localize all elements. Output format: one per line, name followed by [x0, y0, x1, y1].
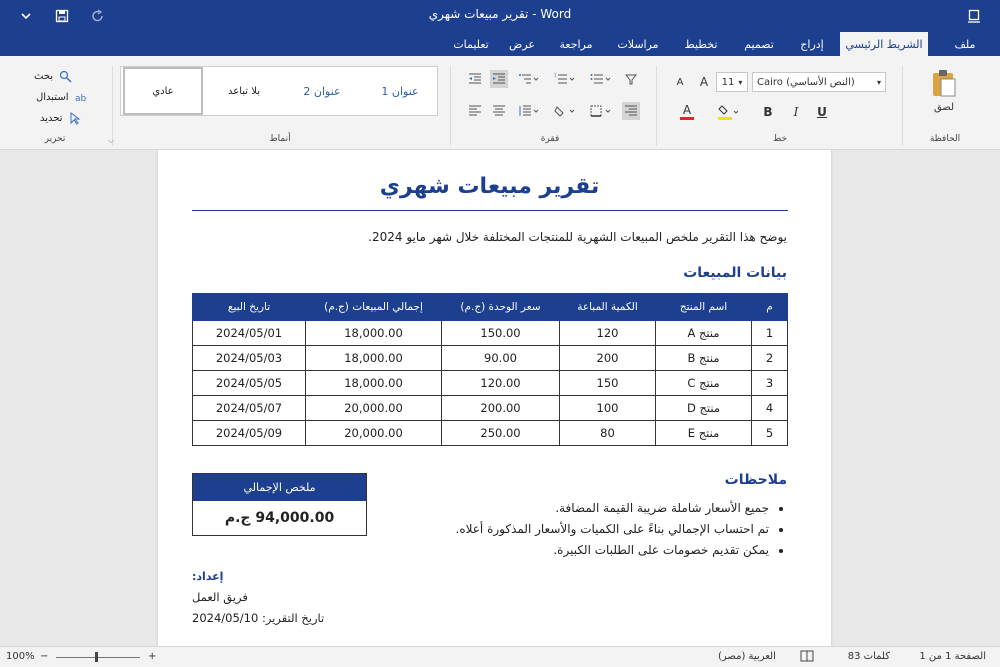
zoom-out-button[interactable]: −	[40, 651, 49, 662]
bold-icon: B	[763, 105, 773, 119]
font-color-swatch	[680, 117, 694, 120]
highlighter-icon	[716, 103, 738, 121]
cell-date: 2024/05/07	[193, 396, 306, 421]
paste-button[interactable]: لصق	[933, 101, 955, 113]
document-page[interactable]	[158, 150, 831, 646]
cell-total: 18,000.00	[306, 321, 442, 346]
cell-unit-price: 250.00	[442, 421, 560, 446]
font-name-value: Cairo (النص الأساسي)	[757, 76, 855, 88]
col-header-date: تاريخ البيع	[193, 294, 306, 321]
table-row	[193, 371, 788, 396]
intro-paragraph: يوضح هذا التقرير ملخص المبيعات الشهرية للمنتجات المختلفة خلال شهر مايو 2024.	[368, 230, 787, 244]
cell-total: 20,000.00	[306, 421, 442, 446]
cell-qty: 100	[560, 396, 656, 421]
cell-product: منتج B	[656, 346, 752, 371]
italic-icon: I	[793, 105, 799, 119]
show-marks-icon[interactable]	[622, 70, 640, 88]
cell-date: 2024/05/05	[193, 371, 306, 396]
notes-heading: ملاحظات	[724, 472, 787, 488]
share-icon[interactable]	[964, 6, 984, 26]
numbered-list-icon[interactable]	[550, 70, 580, 88]
find-label: بحث	[34, 70, 54, 82]
summary-box	[192, 473, 367, 536]
title-underline	[192, 210, 788, 211]
cell-qty: 80	[560, 421, 656, 446]
tab-insert[interactable]: إدراج	[800, 37, 824, 51]
page-indicator[interactable]: الصفحة 1 من 1	[919, 651, 986, 662]
status-bar	[0, 646, 1000, 667]
svg-text:1: 1	[554, 73, 557, 78]
zoom-in-button[interactable]: +	[148, 651, 157, 662]
group-label-editing: تحرير	[44, 134, 66, 144]
font-color-icon: A	[682, 103, 692, 117]
prepared-by: فريق العمل	[192, 590, 248, 604]
increase-indent-icon[interactable]	[490, 70, 508, 88]
tab-file[interactable]: ملف	[954, 37, 976, 51]
multilevel-list-icon[interactable]	[514, 70, 544, 88]
replace-icon	[75, 91, 88, 104]
cell-qty: 150	[560, 371, 656, 396]
word-count[interactable]: كلمات 83	[847, 651, 890, 662]
col-header-product: اسم المنتج	[656, 294, 752, 321]
grow-font-button[interactable]	[696, 72, 712, 92]
cell-total: 18,000.00	[306, 371, 442, 396]
cell-unit-price: 200.00	[442, 396, 560, 421]
table-row	[193, 346, 788, 371]
underline-icon: U	[817, 105, 827, 119]
cell-unit-price: 150.00	[442, 321, 560, 346]
table-row	[193, 321, 788, 346]
find-button[interactable]	[34, 68, 72, 84]
replace-button[interactable]	[36, 89, 88, 105]
divider	[902, 66, 903, 146]
font-size-value: 11	[721, 76, 735, 88]
cell-product: منتج C	[656, 371, 752, 396]
cell-qty: 120	[560, 321, 656, 346]
select-label: تحديد	[40, 112, 63, 124]
cell-index: 1	[752, 321, 788, 346]
tab-design[interactable]: تصميم	[744, 37, 774, 51]
ribbon-tabs	[0, 32, 1000, 56]
zoom-level[interactable]: 100%	[6, 651, 35, 662]
bold-button[interactable]	[758, 102, 778, 122]
zoom-slider[interactable]	[56, 657, 140, 658]
collapse-ribbon-icon[interactable]: ⌵	[107, 136, 115, 145]
tab-layout[interactable]: تخطيط	[684, 37, 718, 51]
italic-button[interactable]	[786, 102, 806, 122]
cell-index: 3	[752, 371, 788, 396]
list-item: • تم احتساب الإجمالي بناءً على الكميات والأسعار المذكورة أعلاه.	[456, 522, 770, 543]
cursor-icon	[69, 112, 82, 125]
align-right-icon[interactable]	[622, 102, 640, 120]
prepared-label: إعداد:	[192, 570, 224, 583]
tab-mailings[interactable]: مراسلات	[617, 37, 659, 51]
font-size-select[interactable]	[716, 72, 748, 92]
decrease-indent-icon[interactable]	[466, 70, 484, 88]
highlight-button[interactable]	[712, 102, 742, 122]
tab-home[interactable]: الشريط الرئيسي	[840, 32, 928, 56]
chevron-down-icon: ▾	[738, 77, 743, 87]
tab-help[interactable]: تعليمات	[453, 37, 489, 51]
notes-list	[456, 501, 788, 564]
sales-table	[192, 293, 788, 446]
table-row	[193, 421, 788, 446]
document-area	[0, 150, 1000, 646]
tab-review[interactable]: مراجعة	[559, 37, 593, 51]
cell-date: 2024/05/01	[193, 321, 306, 346]
summary-value: 94,000.00 ج.م	[224, 510, 335, 526]
zoom-slider-thumb[interactable]	[95, 652, 98, 662]
cell-product: منتج E	[656, 421, 752, 446]
align-left-icon[interactable]	[466, 102, 484, 120]
cell-product: منتج A	[656, 321, 752, 346]
replace-label: استبدال	[36, 91, 69, 103]
cell-product: منتج D	[656, 396, 752, 421]
divider	[112, 66, 113, 146]
style-no-spacing[interactable]: بلا تباعد	[228, 85, 260, 97]
cell-date: 2024/05/03	[193, 346, 306, 371]
svg-text:ab: ab	[74, 93, 86, 104]
table-row	[193, 396, 788, 421]
ribbon	[0, 56, 1000, 150]
group-label-clipboard: الحافظة	[929, 134, 961, 144]
underline-button[interactable]	[812, 102, 832, 122]
borders-icon[interactable]	[586, 102, 616, 120]
grow-font-icon: A	[699, 75, 709, 89]
search-icon	[59, 70, 72, 83]
cell-total: 20,000.00	[306, 396, 442, 421]
shading-icon[interactable]	[550, 102, 580, 120]
line-spacing-icon[interactable]	[514, 102, 544, 120]
summary-label: ملخص الإجمالي	[193, 474, 366, 501]
cell-index: 5	[752, 421, 788, 446]
cell-unit-price: 90.00	[442, 346, 560, 371]
cell-date: 2024/05/09	[193, 421, 306, 446]
sales-data-heading: بيانات المبيعات	[683, 265, 787, 281]
col-header-total: إجمالي المبيعات (ج.م)	[306, 294, 442, 321]
tab-view[interactable]: عرض	[509, 37, 535, 51]
divider	[656, 66, 657, 146]
cell-unit-price: 120.00	[442, 371, 560, 396]
table-header-row	[193, 294, 788, 321]
list-item: • يمكن تقديم خصومات على الطلبات الكبيرة.	[456, 543, 770, 564]
group-label-styles: أنماط	[269, 134, 291, 144]
font-color-button[interactable]	[672, 102, 702, 122]
style-heading-1[interactable]: عنوان 1	[381, 84, 419, 98]
style-heading-2[interactable]: عنوان 2	[303, 84, 341, 98]
styles-gallery	[120, 66, 438, 116]
select-button[interactable]	[40, 110, 82, 126]
window-title: تقرير مبيعات شهري - Word	[428, 7, 572, 21]
cell-index: 2	[752, 346, 788, 371]
col-header-qty: الكمية المباعة	[560, 294, 656, 321]
cell-index: 4	[752, 396, 788, 421]
cell-total: 18,000.00	[306, 346, 442, 371]
proofing-icon[interactable]	[800, 650, 814, 665]
language-indicator[interactable]: العربية (مصر)	[718, 651, 776, 662]
divider	[450, 66, 451, 146]
shrink-font-button[interactable]	[672, 72, 688, 92]
shrink-font-icon: A	[676, 76, 684, 88]
col-header-unit-price: سعر الوحدة (ج.م)	[442, 294, 560, 321]
list-item: • جميع الأسعار شاملة ضريبة القيمة المضافة.	[456, 501, 770, 522]
font-name-select[interactable]	[752, 72, 886, 92]
document-title: تقرير مبيعات شهري	[379, 174, 600, 199]
bullet-list-icon[interactable]	[586, 70, 616, 88]
group-label-paragraph: فقرة	[540, 134, 560, 144]
paste-icon[interactable]	[924, 66, 964, 100]
group-label-font: خط	[772, 134, 788, 144]
cell-qty: 200	[560, 346, 656, 371]
col-header-index: م	[752, 294, 788, 321]
report-date: تاريخ التقرير: 2024/05/10	[192, 611, 325, 625]
chevron-down-icon: ▾	[876, 77, 881, 87]
title-bar	[0, 0, 1000, 32]
style-normal[interactable]: عادي	[123, 67, 203, 115]
align-center-icon[interactable]	[490, 102, 508, 120]
